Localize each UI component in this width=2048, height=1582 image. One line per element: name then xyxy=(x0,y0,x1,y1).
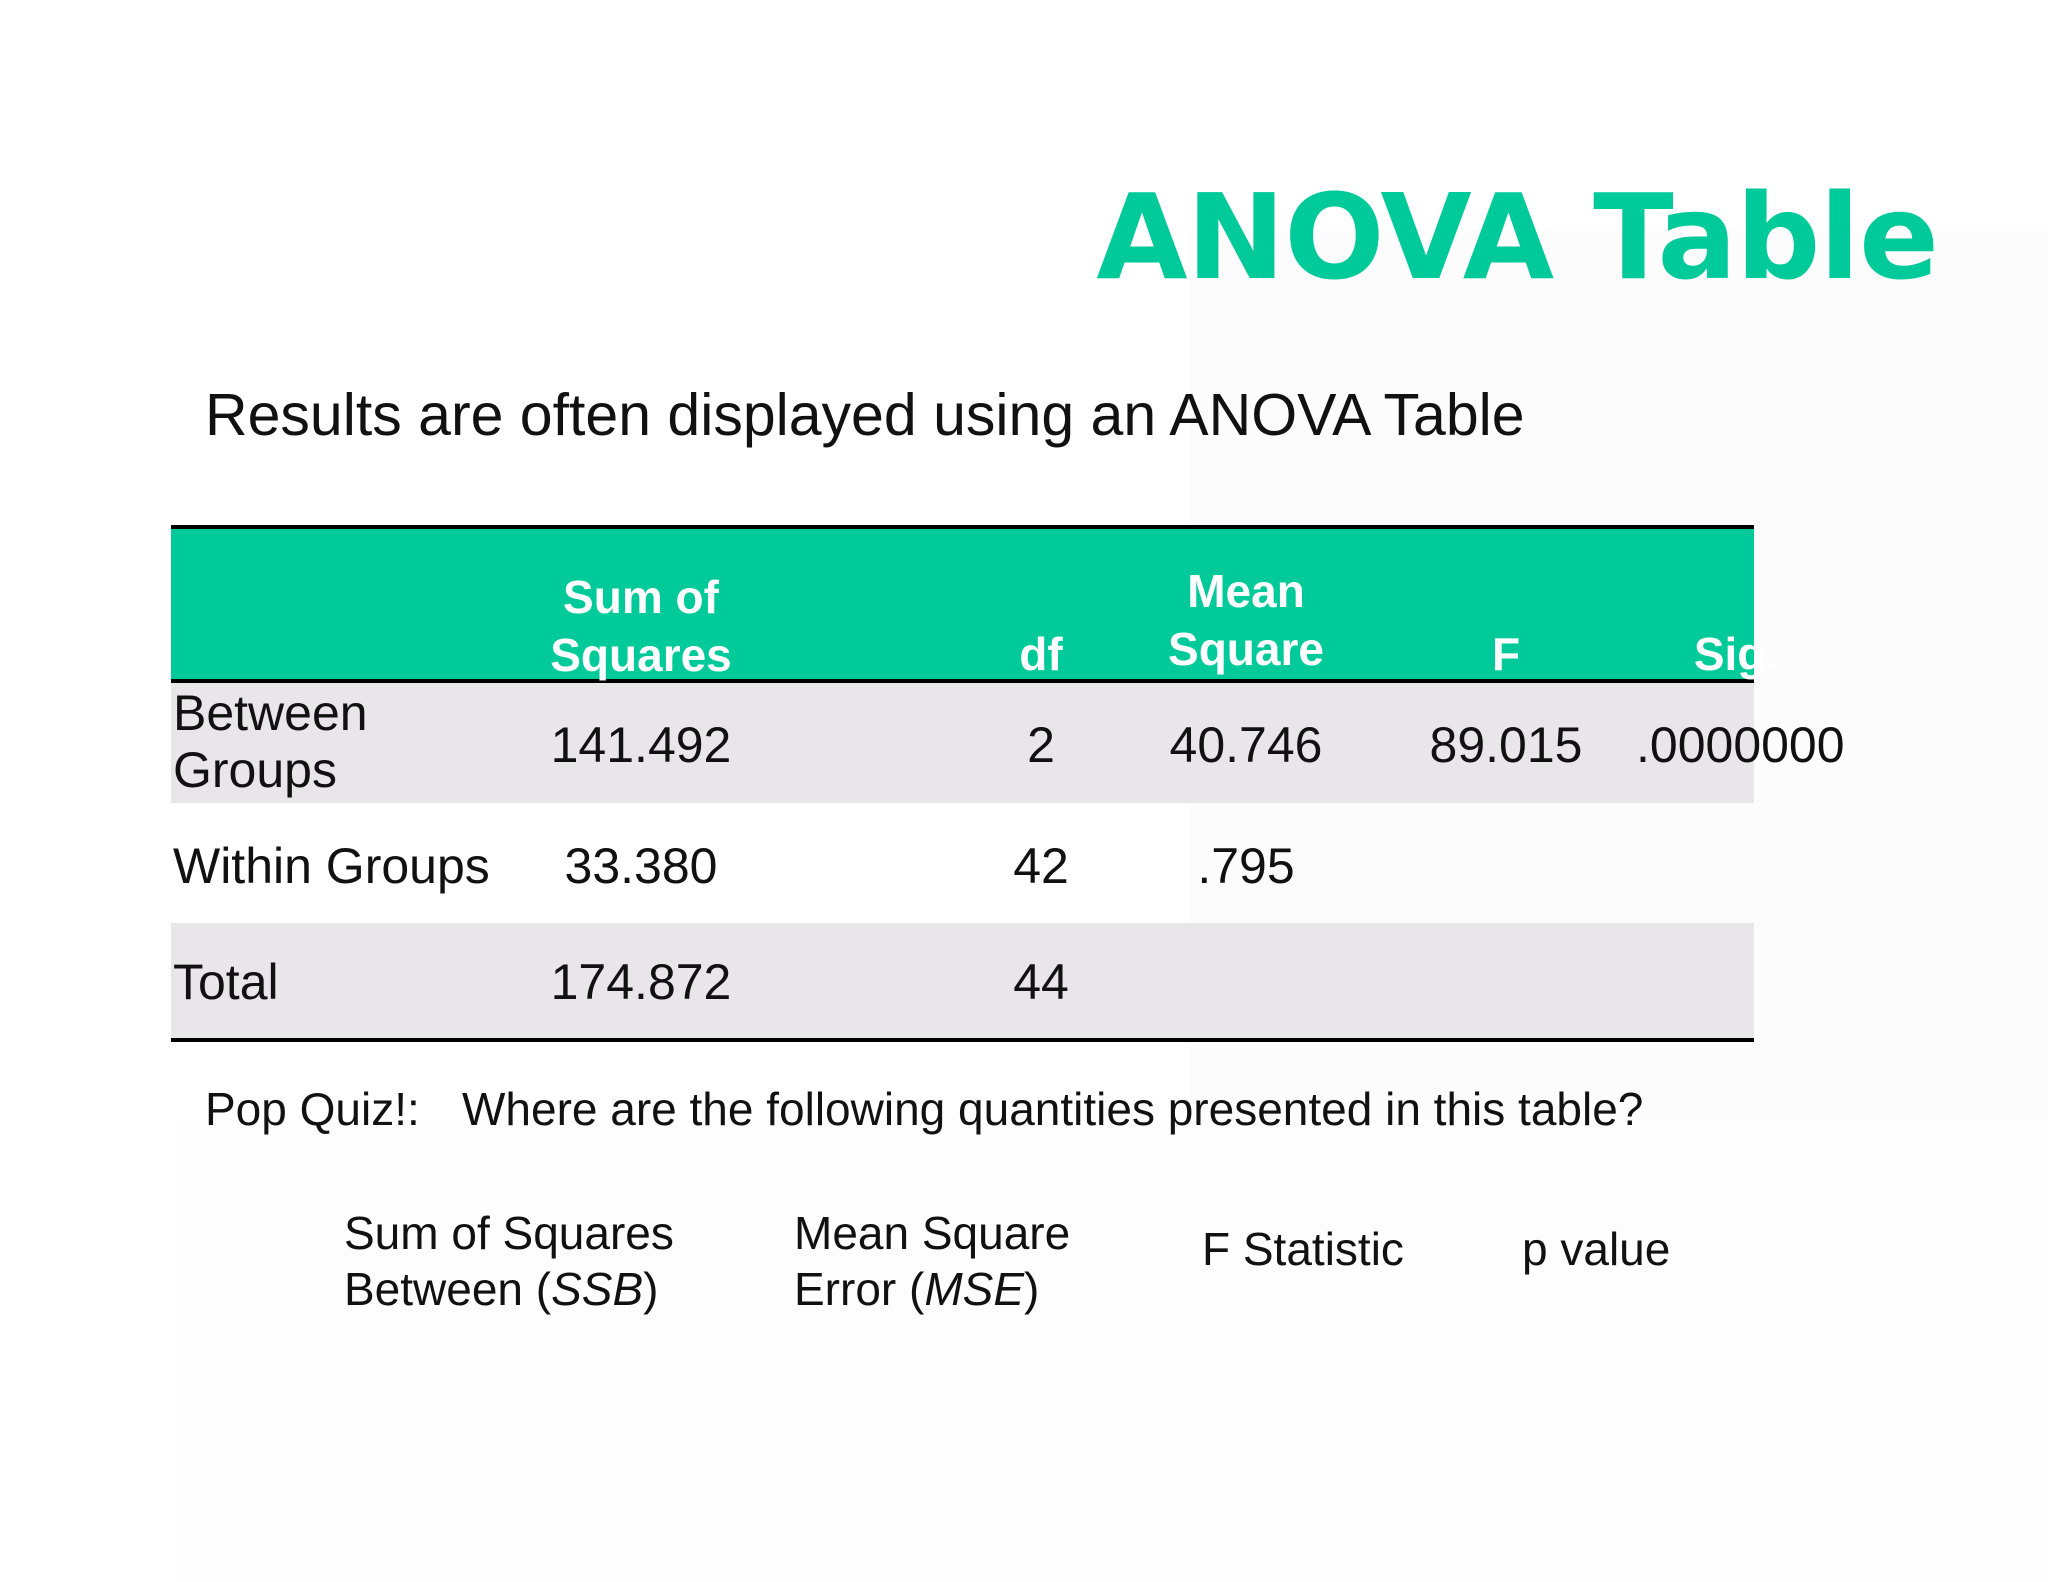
cell-sig: .0000000 xyxy=(1636,717,1845,773)
row-source-total: Total xyxy=(173,954,279,1010)
row-source-line1: Between xyxy=(173,685,368,741)
cell-sum-of-squares: 141.492 xyxy=(550,717,732,773)
quiz-item-line2: Error (MSE) xyxy=(794,1263,1040,1316)
header-sum-of-squares-line2: Squares xyxy=(550,628,732,681)
quiz-item-line1: Sum of Squares xyxy=(344,1207,674,1259)
cell-df: 42 xyxy=(1013,838,1069,894)
quiz-label: Pop Quiz!: xyxy=(205,1083,420,1135)
quiz-item-f-statistic: F Statistic xyxy=(1202,1223,1404,1275)
quiz-question: Where are the following quantities presented in this table? xyxy=(462,1083,1644,1135)
row-source-line2: Groups xyxy=(173,742,337,798)
quiz-item-ssb xyxy=(344,1205,674,1317)
background-tint-bottom xyxy=(176,1120,2048,1582)
slide-subtitle: Results are often displayed using an ANOVA Table xyxy=(205,382,1525,448)
header-mean-square xyxy=(1096,563,1396,678)
row-source-within-groups: Within Groups xyxy=(173,838,490,894)
cell-mean-square: .795 xyxy=(1197,838,1295,894)
cell-f: 89.015 xyxy=(1429,717,1583,773)
header-mean-square-line2: Square xyxy=(1168,622,1324,675)
header-sig: Sig. xyxy=(1693,628,1779,680)
cell-df: 2 xyxy=(1027,717,1055,773)
cell-df: 44 xyxy=(1013,954,1069,1010)
quiz-item-p-value: p value xyxy=(1522,1223,1671,1275)
quiz-item-line2: Between (SSB) xyxy=(344,1263,659,1316)
slide-title: ANOVA Table xyxy=(1096,168,1938,306)
cell-mean-square: 40.746 xyxy=(1169,717,1323,773)
quiz-item-abbrev: SSB xyxy=(551,1263,644,1316)
header-sum-of-squares xyxy=(491,569,791,684)
header-f: F xyxy=(1491,628,1521,680)
row-source-between-groups xyxy=(173,685,368,799)
table-bottom-rule xyxy=(171,1038,1754,1042)
anova-table xyxy=(171,525,1845,1042)
quiz-item-line1: Mean Square xyxy=(794,1207,1071,1259)
cell-sum-of-squares: 174.872 xyxy=(550,954,732,1010)
cell-sum-of-squares: 33.380 xyxy=(564,838,718,894)
quiz-item-abbrev: MSE xyxy=(924,1263,1025,1316)
header-df: df xyxy=(1019,628,1063,680)
header-sum-of-squares-line1: Sum of xyxy=(563,571,719,623)
quiz-item-mse xyxy=(794,1205,1070,1317)
header-mean-square-line1: Mean xyxy=(1187,565,1305,617)
